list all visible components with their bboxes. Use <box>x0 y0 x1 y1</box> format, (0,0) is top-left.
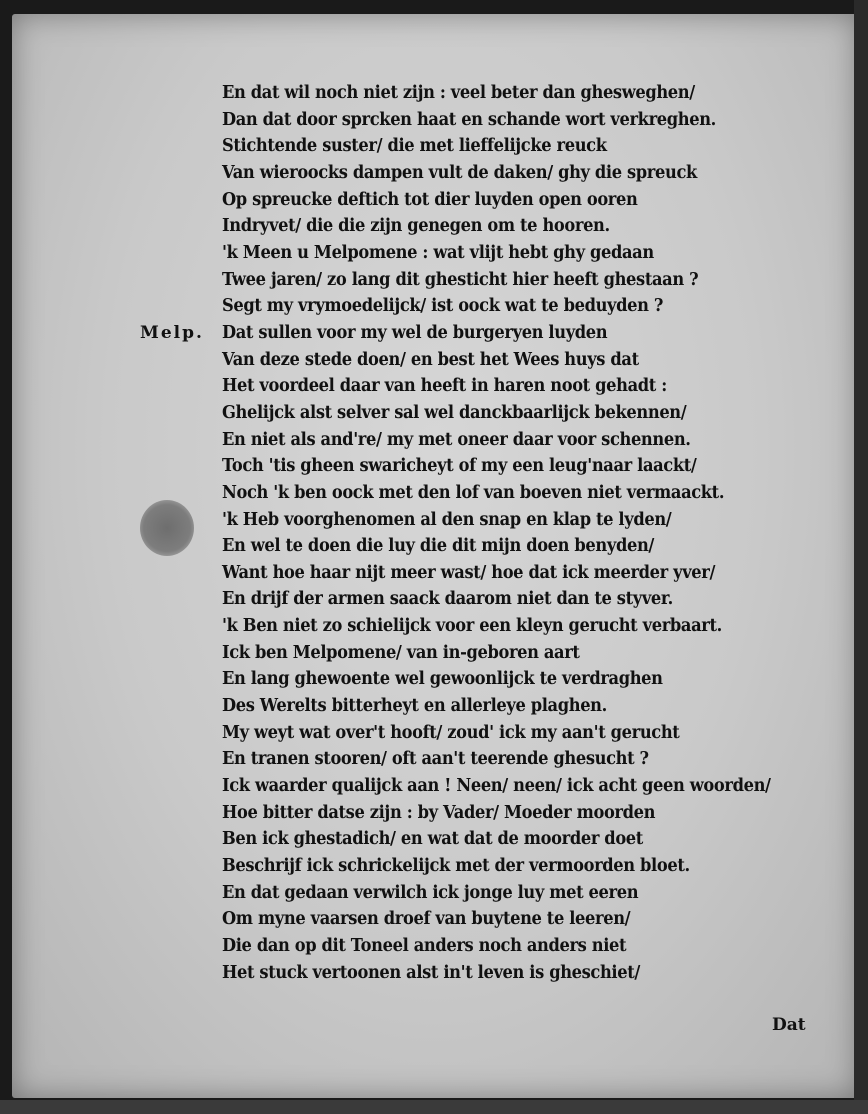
verse-line: En dat wil noch niet zijn : veel beter dan ghesweghen/ <box>222 83 695 103</box>
verse-line: Dat sullen voor my wel de burgeryen luyden <box>222 322 608 343</box>
verse-text <box>222 80 780 986</box>
verse-line: Toch 'tis gheen swaricheyt of my een leug'naar laackt/ <box>222 456 697 477</box>
verse-line: En lang ghewoente wel gewoonlijck te verdraghen <box>222 669 663 690</box>
verse-line: Het voordeel daar van heeft in haren noot gehadt : <box>222 376 667 397</box>
verse-line: Indryvet/ die die zijn genegen om te hooren. <box>222 216 610 237</box>
verse-line: Ben ick ghestadich/ en wat dat de moorder doet <box>222 829 643 850</box>
page-edge <box>854 0 868 1114</box>
verse-line: 'k Heb voorghenomen al den snap en klap te lyden/ <box>222 509 672 530</box>
verse-line: En wel te doen die luy die dit mijn doen benyden/ <box>222 536 654 557</box>
verse-line: Dan dat door sprcken haat en schande wort verkreghen. <box>222 109 716 130</box>
verse-line: Stichtende suster/ die met lieffelijcke reuck <box>222 136 607 157</box>
verse-line: Want hoe haar nijt meer wast/ hoe dat ick meerder yver/ <box>222 562 716 583</box>
verse-line: My weyt wat over't hooft/ zoud' ick my aan't gerucht <box>222 722 680 743</box>
verse-line: Het stuck vertoonen alst in't leven is gheschiet/ <box>222 962 640 983</box>
verse-line: Om myne vaarsen droef van buytene te leeren/ <box>222 909 631 930</box>
verse-line: Hoe bitter datse zijn : by Vader/ Moeder moorden <box>222 802 656 823</box>
verse-line: Van wieroocks dampen vult de daken/ ghy die spreuck <box>222 162 697 183</box>
verse-line: Twee jaren/ zo lang dit ghesticht hier heeft ghestaan ? <box>222 269 699 290</box>
verse-line: Ick ben Melpomene/ van in-geboren aart <box>222 642 580 663</box>
verse-line: En tranen stooren/ oft aan't teerende ghesucht ? <box>222 749 649 770</box>
verse-line: Segt my vrymoedelijck/ ist oock wat te beduyden ? <box>222 296 664 317</box>
verse-line: 'k Ben niet zo schielijck voor een kleyn gerucht verbaart. <box>222 616 722 637</box>
verse-line: Van deze stede doen/ en best het Wees huys dat <box>222 349 639 370</box>
catchword: Dat <box>772 1015 806 1035</box>
verse-line: Ghelijck alst selver sal wel danckbaarlijck bekennen/ <box>222 402 687 423</box>
speaker-label: Melp. <box>140 323 204 343</box>
page-bottom-edge <box>0 1100 868 1114</box>
verse-line: Beschrijf ick schrickelijck met der vermoorden bloet. <box>222 856 690 877</box>
verse-line: En drijf der armen saack daarom niet dan te styver. <box>222 589 673 610</box>
verse-line: En dat gedaan verwilch ick jonge luy met eeren <box>222 882 639 903</box>
verse-line: Op spreucke deftich tot dier luyden open ooren <box>222 189 638 210</box>
verse-line: Ick waarder qualijck aan ! Neen/ neen/ ick acht geen woorden/ <box>222 776 771 797</box>
verse-line: Des Werelts bitterheyt en allerleye plaghen. <box>222 696 607 717</box>
ink-stain <box>140 500 194 556</box>
verse-line: Die dan op dit Toneel anders noch anders niet <box>222 936 627 956</box>
verse-line: 'k Meen u Melpomene : wat vlijt hebt ghy gedaan <box>222 242 654 263</box>
verse-line: Noch 'k ben oock met den lof van boeven niet vermaackt. <box>222 482 725 503</box>
verse-line: En niet als and're/ my met oneer daar voor schennen. <box>222 429 691 450</box>
